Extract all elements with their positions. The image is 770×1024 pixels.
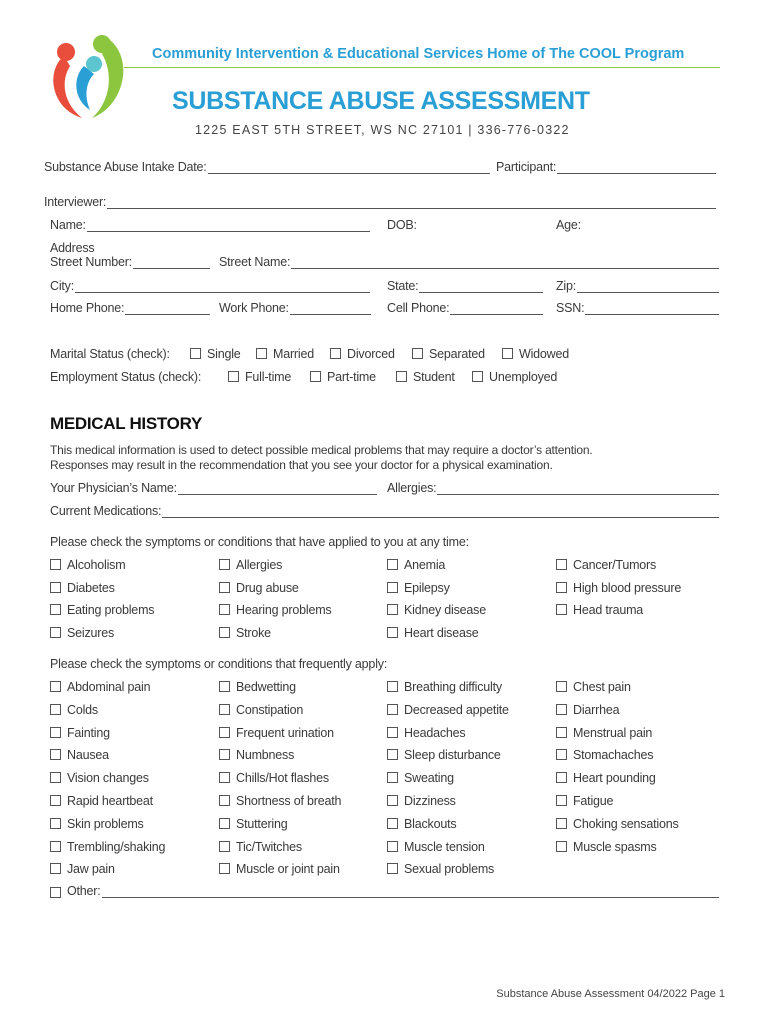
symptom-frequent-jaw-pain-label: Jaw pain (67, 862, 115, 877)
symptom-frequent-numbness-checkbox[interactable] (219, 749, 230, 760)
symptom-frequent-colds[interactable] (50, 703, 98, 717)
symptom-frequent-frequent-urination-checkbox[interactable] (219, 727, 230, 738)
symptom-frequent-fainting-checkbox[interactable] (50, 727, 61, 738)
page-title: SUBSTANCE ABUSE ASSESSMENT (172, 87, 590, 115)
medical-intro-line-1: This medical information is used to detect possible medical problems that may require a doctor’s attention. (50, 443, 593, 457)
symptom-frequent-blackouts[interactable] (387, 817, 456, 831)
symptom-anytime-stroke-checkbox[interactable] (219, 627, 230, 638)
employment-full-time-checkbox[interactable] (228, 371, 239, 382)
employment-full-time[interactable] (228, 370, 291, 384)
symptom-frequent-chills-hot-flashes[interactable] (219, 771, 329, 785)
employment-part-time[interactable] (310, 370, 376, 384)
symptom-frequent-decreased-appetite-checkbox[interactable] (387, 704, 398, 715)
symptom-frequent-constipation[interactable] (219, 703, 303, 717)
marital-widowed-label: Widowed (519, 347, 570, 361)
symptom-frequent-numbness-label: Numbness (236, 748, 295, 763)
employment-status-label: Employment Status (check): (50, 370, 202, 384)
physician-label: Your Physician’s Name: (50, 481, 177, 495)
marital-widowed[interactable] (502, 347, 569, 361)
symptom-frequent-menstrual-pain-checkbox[interactable] (556, 727, 567, 738)
symptom-anytime-epilepsy-checkbox[interactable] (387, 582, 398, 593)
employment-student-checkbox[interactable] (396, 371, 407, 382)
dob-label: DOB: (387, 218, 417, 232)
symptom-frequent-heart-pounding[interactable] (556, 771, 656, 785)
name-label: Name: (50, 218, 86, 232)
symptom-frequent-blackouts-label: Blackouts (404, 816, 457, 831)
symptom-frequent-choking-sensations[interactable] (556, 817, 679, 831)
symptom-frequent-sexual-problems-checkbox[interactable] (387, 863, 398, 874)
symptom-frequent-constipation-checkbox[interactable] (219, 704, 230, 715)
symptom-frequent-sweating[interactable] (387, 771, 454, 785)
symptom-frequent-blackouts-checkbox[interactable] (387, 818, 398, 829)
employment-unemployed-label: Unemployed (489, 370, 558, 384)
city-field[interactable] (50, 279, 370, 293)
symptom-frequent-headaches-label: Headaches (404, 725, 466, 740)
symptom-frequent-sexual-problems-label: Sexual problems (404, 862, 495, 877)
marital-married-label: Married (273, 347, 314, 361)
symptom-frequent-decreased-appetite[interactable] (387, 703, 509, 717)
symptom-anytime-kidney-disease[interactable] (387, 603, 486, 617)
symptom-anytime-alcoholism[interactable] (50, 558, 125, 572)
physician-field[interactable] (50, 481, 377, 495)
symptom-frequent-heart-pounding-label: Heart pounding (573, 771, 656, 786)
symptom-anytime-high-blood-pressure-label: High blood pressure (573, 580, 682, 595)
symptom-anytime-anemia-label: Anemia (404, 558, 446, 572)
symptom-frequent-skin-problems[interactable] (50, 817, 144, 831)
header-divider (124, 67, 720, 68)
symptom-frequent-dizziness-label: Dizziness (404, 794, 456, 808)
marital-single[interactable] (190, 347, 241, 361)
organization-logo (44, 30, 130, 124)
zip-label: Zip: (556, 279, 577, 293)
marital-divorced-label: Divorced (347, 347, 395, 361)
street-name-field[interactable] (219, 255, 719, 269)
ssn-label: SSN: (556, 301, 585, 315)
symptom-frequent-headaches[interactable] (387, 726, 465, 740)
employment-student[interactable] (396, 370, 455, 384)
symptom-frequent-shortness-of-breath-checkbox[interactable] (219, 795, 230, 806)
work-phone-label: Work Phone: (219, 301, 289, 315)
symptom-anytime-head-trauma-checkbox[interactable] (556, 604, 567, 615)
symptom-anytime-heart-disease-label: Heart disease (404, 626, 479, 641)
city-label: City: (50, 279, 75, 293)
symptom-frequent-tic-twitches-checkbox[interactable] (219, 841, 230, 852)
street-name-label: Street Name: (219, 255, 291, 269)
symptom-frequent-frequent-urination-label: Frequent urination (236, 725, 334, 740)
address-label: Address (50, 241, 95, 255)
symptom-frequent-nausea-label: Nausea (67, 748, 109, 763)
symptom-frequent-choking-sensations-checkbox[interactable] (556, 818, 567, 829)
employment-part-time-checkbox[interactable] (310, 371, 321, 382)
marital-divorced[interactable] (330, 347, 395, 361)
symptom-frequent-muscle-tension[interactable] (387, 840, 485, 854)
symptom-frequent-tic-twitches-label: Tic/Twitches (236, 839, 302, 854)
symptom-frequent-muscle-or-joint-pain-label: Muscle or joint pain (236, 862, 340, 877)
symptom-frequent-colds-checkbox[interactable] (50, 704, 61, 715)
work-phone-field[interactable] (219, 301, 371, 315)
symptom-anytime-drug-abuse[interactable] (219, 581, 299, 595)
symptom-frequent-sleep-disturbance-checkbox[interactable] (387, 749, 398, 760)
symptom-frequent-breathing-difficulty-checkbox[interactable] (387, 681, 398, 692)
symptom-anytime-diabetes[interactable] (50, 581, 115, 595)
symptom-frequent-abdominal-pain-checkbox[interactable] (50, 681, 61, 692)
symptom-frequent-chest-pain-checkbox[interactable] (556, 681, 567, 692)
symptom-frequent-sexual-problems[interactable] (387, 862, 494, 876)
organization-address: 1225 EAST 5TH STREET, WS NC 27101 | 336-776-0322 (195, 123, 570, 137)
symptom-anytime-stroke-label: Stroke (236, 626, 271, 641)
state-label: State: (387, 279, 419, 293)
symptom-frequent-decreased-appetite-label: Decreased appetite (404, 702, 509, 717)
symptom-frequent-tic-twitches[interactable] (219, 840, 302, 854)
symptom-anytime-stroke[interactable] (219, 626, 271, 640)
symptom-anytime-alcoholism-checkbox[interactable] (50, 559, 61, 570)
symptom-frequent-dizziness[interactable] (387, 794, 456, 808)
page-footer: Substance Abuse Assessment 04/2022 Page 1 (496, 988, 725, 1000)
symptom-anytime-allergies-checkbox[interactable] (219, 559, 230, 570)
symptom-frequent-diarrhea[interactable] (556, 703, 619, 717)
symptom-anytime-kidney-disease-checkbox[interactable] (387, 604, 398, 615)
name-field[interactable] (50, 218, 370, 232)
symptom-anytime-head-trauma[interactable] (556, 603, 643, 617)
symptom-frequent-frequent-urination[interactable] (219, 726, 334, 740)
symptom-frequent-fatigue[interactable] (556, 794, 613, 808)
marital-married[interactable] (256, 347, 314, 361)
symptom-frequent-chest-pain[interactable] (556, 680, 631, 694)
symptom-frequent-muscle-or-joint-pain[interactable] (219, 862, 340, 876)
current-medications-field[interactable] (50, 504, 719, 518)
symptom-frequent-menstrual-pain[interactable] (556, 726, 652, 740)
symptom-anytime-hearing-problems-label: Hearing problems (236, 603, 332, 618)
symptom-anytime-anemia[interactable] (387, 558, 445, 572)
symptom-frequent-fainting-label: Fainting (67, 725, 110, 740)
allergies-label: Allergies: (387, 481, 437, 495)
symptom-frequent-stuttering-checkbox[interactable] (219, 818, 230, 829)
symptom-frequent-numbness[interactable] (219, 748, 294, 762)
other-field[interactable] (50, 884, 719, 898)
symptom-frequent-heart-pounding-checkbox[interactable] (556, 772, 567, 783)
symptom-anytime-seizures-label: Seizures (67, 626, 115, 641)
state-field[interactable] (387, 279, 543, 293)
symptom-frequent-trembling-shaking-label: Trembling/shaking (67, 839, 166, 854)
symptom-anytime-cancer-tumors[interactable] (556, 558, 656, 572)
home-phone-field[interactable] (50, 301, 210, 315)
symptom-frequent-chills-hot-flashes-checkbox[interactable] (219, 772, 230, 783)
participant-field[interactable] (496, 160, 716, 174)
marital-separated-label: Separated (429, 347, 485, 361)
symptom-anytime-hearing-problems-checkbox[interactable] (219, 604, 230, 615)
symptom-anytime-eating-problems[interactable] (50, 603, 154, 617)
symptom-anytime-head-trauma-label: Head trauma (573, 603, 644, 618)
symptom-frequent-stuttering[interactable] (219, 817, 288, 831)
interviewer-label: Interviewer: (44, 195, 107, 209)
symptom-frequent-vision-changes-label: Vision changes (67, 771, 149, 786)
symptom-frequent-jaw-pain[interactable] (50, 862, 115, 876)
symptom-anytime-cancer-tumors-checkbox[interactable] (556, 559, 567, 570)
symptom-frequent-sleep-disturbance-label: Sleep disturbance (404, 748, 501, 763)
other-label: Other: (67, 884, 101, 898)
symptom-frequent-colds-label: Colds (67, 702, 98, 717)
symptom-anytime-high-blood-pressure[interactable] (556, 581, 681, 595)
symptom-frequent-muscle-spasms[interactable] (556, 840, 657, 854)
symptom-frequent-abdominal-pain[interactable] (50, 680, 150, 694)
symptom-frequent-muscle-tension-label: Muscle tension (404, 839, 485, 854)
symptom-frequent-diarrhea-checkbox[interactable] (556, 704, 567, 715)
marital-single-checkbox[interactable] (190, 348, 201, 359)
medical-intro-line-2: Responses may result in the recommendation that you see your doctor for a physical examination. (50, 458, 553, 472)
symptom-frequent-skin-problems-checkbox[interactable] (50, 818, 61, 829)
marital-divorced-checkbox[interactable] (330, 348, 341, 359)
marital-widowed-checkbox[interactable] (502, 348, 513, 359)
employment-student-label: Student (413, 370, 455, 384)
other-checkbox[interactable] (50, 887, 61, 898)
symptom-anytime-kidney-disease-label: Kidney disease (404, 603, 486, 618)
street-number-field[interactable] (50, 255, 210, 269)
symptom-frequent-fatigue-label: Fatigue (573, 794, 614, 808)
symptom-anytime-eating-problems-label: Eating problems (67, 603, 155, 618)
symptom-frequent-breathing-difficulty[interactable] (387, 680, 502, 694)
participant-label: Participant: (496, 160, 557, 174)
employment-unemployed-checkbox[interactable] (472, 371, 483, 382)
ssn-field[interactable] (556, 301, 719, 315)
symptom-frequent-nausea[interactable] (50, 748, 109, 762)
symptom-anytime-anemia-checkbox[interactable] (387, 559, 398, 570)
symptom-frequent-dizziness-checkbox[interactable] (387, 795, 398, 806)
symptom-frequent-diarrhea-label: Diarrhea (573, 702, 620, 717)
symptom-frequent-chest-pain-label: Chest pain (573, 680, 631, 694)
interviewer-field[interactable] (44, 195, 716, 209)
symptom-anytime-alcoholism-label: Alcoholism (67, 558, 126, 572)
symptom-frequent-trembling-shaking[interactable] (50, 840, 165, 854)
symptom-anytime-allergies-label: Allergies (236, 558, 283, 572)
symptom-frequent-jaw-pain-checkbox[interactable] (50, 863, 61, 874)
symptom-frequent-muscle-or-joint-pain-checkbox[interactable] (219, 863, 230, 874)
employment-part-time-label: Part-time (327, 370, 376, 384)
symptom-anytime-allergies[interactable] (219, 558, 282, 572)
symptom-anytime-seizures[interactable] (50, 626, 114, 640)
symptom-anytime-high-blood-pressure-checkbox[interactable] (556, 582, 567, 593)
organization-name: Community Intervention & Educational Services Home of The COOL Program (152, 46, 685, 62)
symptom-frequent-bedwetting-checkbox[interactable] (219, 681, 230, 692)
symptom-frequent-stomachaches[interactable] (556, 748, 653, 762)
symptom-anytime-cancer-tumors-label: Cancer/Tumors (573, 558, 657, 572)
home-phone-label: Home Phone: (50, 301, 125, 315)
symptom-anytime-diabetes-label: Diabetes (67, 580, 115, 595)
symptom-frequent-muscle-spasms-label: Muscle spasms (573, 839, 657, 854)
symptom-frequent-bedwetting[interactable] (219, 680, 296, 694)
symptom-frequent-fainting[interactable] (50, 726, 110, 740)
symptom-frequent-rapid-heartbeat[interactable] (50, 794, 153, 808)
employment-unemployed[interactable] (472, 370, 557, 384)
street-number-label: Street Number: (50, 255, 132, 269)
symptom-frequent-muscle-spasms-checkbox[interactable] (556, 841, 567, 852)
allergies-field[interactable] (387, 481, 719, 495)
marital-married-checkbox[interactable] (256, 348, 267, 359)
symptom-frequent-vision-changes-checkbox[interactable] (50, 772, 61, 783)
intake-date-field[interactable] (44, 160, 490, 174)
marital-separated[interactable] (412, 347, 485, 361)
symptom-frequent-sweating-checkbox[interactable] (387, 772, 398, 783)
symptom-frequent-shortness-of-breath[interactable] (219, 794, 341, 808)
symptom-anytime-drug-abuse-label: Drug abuse (236, 580, 299, 595)
intake-date-label: Substance Abuse Intake Date: (44, 160, 207, 174)
symptom-anytime-drug-abuse-checkbox[interactable] (219, 582, 230, 593)
symptom-frequent-shortness-of-breath-label: Shortness of breath (236, 794, 342, 808)
symptom-anytime-hearing-problems[interactable] (219, 603, 331, 617)
frequent-prompt: Please check the symptoms or conditions that frequently apply: (50, 657, 388, 671)
employment-full-time-label: Full-time (245, 370, 292, 384)
symptom-frequent-sleep-disturbance[interactable] (387, 748, 501, 762)
symptom-anytime-eating-problems-checkbox[interactable] (50, 604, 61, 615)
cell-phone-label: Cell Phone: (387, 301, 450, 315)
symptom-frequent-stomachaches-label: Stomachaches (573, 748, 654, 763)
symptom-anytime-diabetes-checkbox[interactable] (50, 582, 61, 593)
symptom-frequent-skin-problems-label: Skin problems (67, 816, 144, 831)
marital-separated-checkbox[interactable] (412, 348, 423, 359)
symptom-anytime-heart-disease-checkbox[interactable] (387, 627, 398, 638)
cell-phone-field[interactable] (387, 301, 543, 315)
symptom-frequent-vision-changes[interactable] (50, 771, 149, 785)
marital-status-label: Marital Status (check): (50, 347, 170, 361)
symptom-frequent-stuttering-label: Stuttering (236, 816, 288, 831)
symptom-frequent-chills-hot-flashes-label: Chills/Hot flashes (236, 771, 329, 786)
symptom-frequent-rapid-heartbeat-label: Rapid heartbeat (67, 794, 153, 808)
symptom-frequent-breathing-difficulty-label: Breathing difficulty (404, 680, 502, 694)
symptom-anytime-heart-disease[interactable] (387, 626, 479, 640)
symptom-frequent-rapid-heartbeat-checkbox[interactable] (50, 795, 61, 806)
symptom-anytime-seizures-checkbox[interactable] (50, 627, 61, 638)
symptom-frequent-constipation-label: Constipation (236, 702, 304, 717)
zip-field[interactable] (556, 279, 719, 293)
current-medications-label: Current Medications: (50, 504, 162, 518)
symptom-frequent-nausea-checkbox[interactable] (50, 749, 61, 760)
symptom-frequent-sweating-label: Sweating (404, 771, 454, 786)
symptom-frequent-menstrual-pain-label: Menstrual pain (573, 725, 653, 740)
symptom-anytime-epilepsy-label: Epilepsy (404, 580, 450, 595)
symptom-frequent-bedwetting-label: Bedwetting (236, 680, 296, 694)
symptom-frequent-abdominal-pain-label: Abdominal pain (67, 680, 151, 694)
symptom-frequent-trembling-shaking-checkbox[interactable] (50, 841, 61, 852)
age-label: Age: (556, 218, 581, 232)
medical-history-heading: MEDICAL HISTORY (50, 414, 202, 433)
symptom-frequent-headaches-checkbox[interactable] (387, 727, 398, 738)
symptom-frequent-fatigue-checkbox[interactable] (556, 795, 567, 806)
symptom-frequent-choking-sensations-label: Choking sensations (573, 816, 679, 831)
marital-single-label: Single (207, 347, 241, 361)
symptom-anytime-epilepsy[interactable] (387, 581, 450, 595)
symptom-frequent-stomachaches-checkbox[interactable] (556, 749, 567, 760)
symptom-frequent-muscle-tension-checkbox[interactable] (387, 841, 398, 852)
anytime-prompt: Please check the symptoms or conditions that have applied to you at any time: (50, 535, 469, 549)
